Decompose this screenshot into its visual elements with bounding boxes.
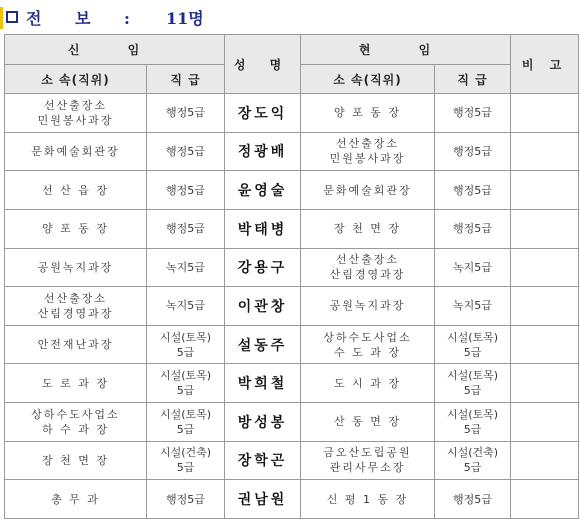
- current-dept-cell: 공원녹지과장: [301, 287, 435, 326]
- note-cell: [511, 209, 579, 248]
- header-note: 비 고: [511, 35, 579, 94]
- current-dept-cell: 산 동 면 장: [301, 403, 435, 442]
- name-cell: 방성봉: [225, 403, 301, 442]
- header-name: 성 명: [225, 35, 301, 94]
- note-cell: [511, 364, 579, 403]
- new-grade-cell: 행정5급: [147, 132, 225, 171]
- personnel-transfer-table: [4, 34, 579, 519]
- name-cell: 박희철: [225, 364, 301, 403]
- table-row: [5, 94, 579, 133]
- new-dept-cell: 양 포 동 장: [5, 209, 147, 248]
- new-dept-cell: 공원녹지과장: [5, 248, 147, 287]
- table-row: [5, 364, 579, 403]
- personnel-count: 11명: [165, 8, 204, 28]
- current-grade-cell: 행정5급: [435, 209, 511, 248]
- name-cell: 장학곤: [225, 441, 301, 480]
- current-dept-cell: 선산출장소 민원봉사과장: [301, 132, 435, 171]
- table-row: [5, 325, 579, 364]
- new-dept-cell: 장 천 면 장: [5, 441, 147, 480]
- current-dept-cell: 신 평 1 동 장: [301, 480, 435, 519]
- new-dept-cell: 선산출장소 민원봉사과장: [5, 94, 147, 133]
- new-grade-cell: 녹지5급: [147, 287, 225, 326]
- checkbox-square-icon: [6, 11, 18, 23]
- new-grade-cell: 녹지5급: [147, 248, 225, 287]
- header-new-grade: 직 급: [147, 65, 225, 94]
- note-cell: [511, 94, 579, 133]
- note-cell: [511, 132, 579, 171]
- name-cell: 윤영술: [225, 171, 301, 210]
- current-grade-cell: 행정5급: [435, 171, 511, 210]
- new-grade-cell: 시설(토목) 5급: [147, 364, 225, 403]
- current-grade-cell: 행정5급: [435, 480, 511, 519]
- new-dept-cell: 도 로 과 장: [5, 364, 147, 403]
- note-cell: [511, 287, 579, 326]
- new-dept-cell: 선 산 읍 장: [5, 171, 147, 210]
- current-grade-cell: 시설(토목) 5급: [435, 403, 511, 442]
- note-cell: [511, 248, 579, 287]
- current-dept-cell: 문화예술회관장: [301, 171, 435, 210]
- current-grade-cell: 녹지5급: [435, 287, 511, 326]
- table-row: [5, 441, 579, 480]
- new-dept-cell: 총 무 과: [5, 480, 147, 519]
- header-current-position: 현 임: [301, 35, 511, 65]
- section-label: 전 보 :: [26, 8, 144, 28]
- current-grade-cell: 행정5급: [435, 94, 511, 133]
- current-dept-cell: 양 포 동 장: [301, 94, 435, 133]
- new-grade-cell: 행정5급: [147, 171, 225, 210]
- current-dept-cell: 상하수도사업소 수 도 과 장: [301, 325, 435, 364]
- header-current-grade: 직 급: [435, 65, 511, 94]
- current-grade-cell: 시설(토목) 5급: [435, 364, 511, 403]
- header-current-dept: 소 속(직위): [301, 65, 435, 94]
- note-cell: [511, 403, 579, 442]
- current-dept-cell: 선산출장소 산림경영과장: [301, 248, 435, 287]
- current-grade-cell: 시설(건축) 5급: [435, 441, 511, 480]
- name-cell: 장도익: [225, 94, 301, 133]
- note-cell: [511, 441, 579, 480]
- header-new-position: 신 임: [5, 35, 225, 65]
- current-grade-cell: 시설(토목) 5급: [435, 325, 511, 364]
- table-row: [5, 248, 579, 287]
- name-cell: 권남원: [225, 480, 301, 519]
- name-cell: 이관창: [225, 287, 301, 326]
- note-cell: [511, 171, 579, 210]
- note-cell: [511, 325, 579, 364]
- table-row: [5, 209, 579, 248]
- cell-selection-marker: [0, 7, 3, 29]
- table-row: [5, 171, 579, 210]
- current-dept-cell: 장 천 면 장: [301, 209, 435, 248]
- new-grade-cell: 행정5급: [147, 94, 225, 133]
- new-dept-cell: 문화예술회관장: [5, 132, 147, 171]
- new-grade-cell: 행정5급: [147, 209, 225, 248]
- name-cell: 정광배: [225, 132, 301, 171]
- current-dept-cell: 금오산도립공원 관리사무소장: [301, 441, 435, 480]
- new-dept-cell: 선산출장소 산림경영과장: [5, 287, 147, 326]
- new-grade-cell: 행정5급: [147, 480, 225, 519]
- name-cell: 설동주: [225, 325, 301, 364]
- new-dept-cell: 상하수도사업소 하 수 과 장: [5, 403, 147, 442]
- new-grade-cell: 시설(토목) 5급: [147, 325, 225, 364]
- new-dept-cell: 안전재난과장: [5, 325, 147, 364]
- table-row: [5, 287, 579, 326]
- note-cell: [511, 480, 579, 519]
- table-row: [5, 403, 579, 442]
- name-cell: 박태병: [225, 209, 301, 248]
- current-dept-cell: 도 시 과 장: [301, 364, 435, 403]
- table-body: [5, 94, 579, 519]
- table-row: [5, 132, 579, 171]
- current-grade-cell: 녹지5급: [435, 248, 511, 287]
- section-title: [6, 3, 326, 31]
- header-new-dept: 소 속(직위): [5, 65, 147, 94]
- new-grade-cell: 시설(토목) 5급: [147, 403, 225, 442]
- current-grade-cell: 행정5급: [435, 132, 511, 171]
- new-grade-cell: 시설(건축) 5급: [147, 441, 225, 480]
- name-cell: 강용구: [225, 248, 301, 287]
- table-row: [5, 480, 579, 519]
